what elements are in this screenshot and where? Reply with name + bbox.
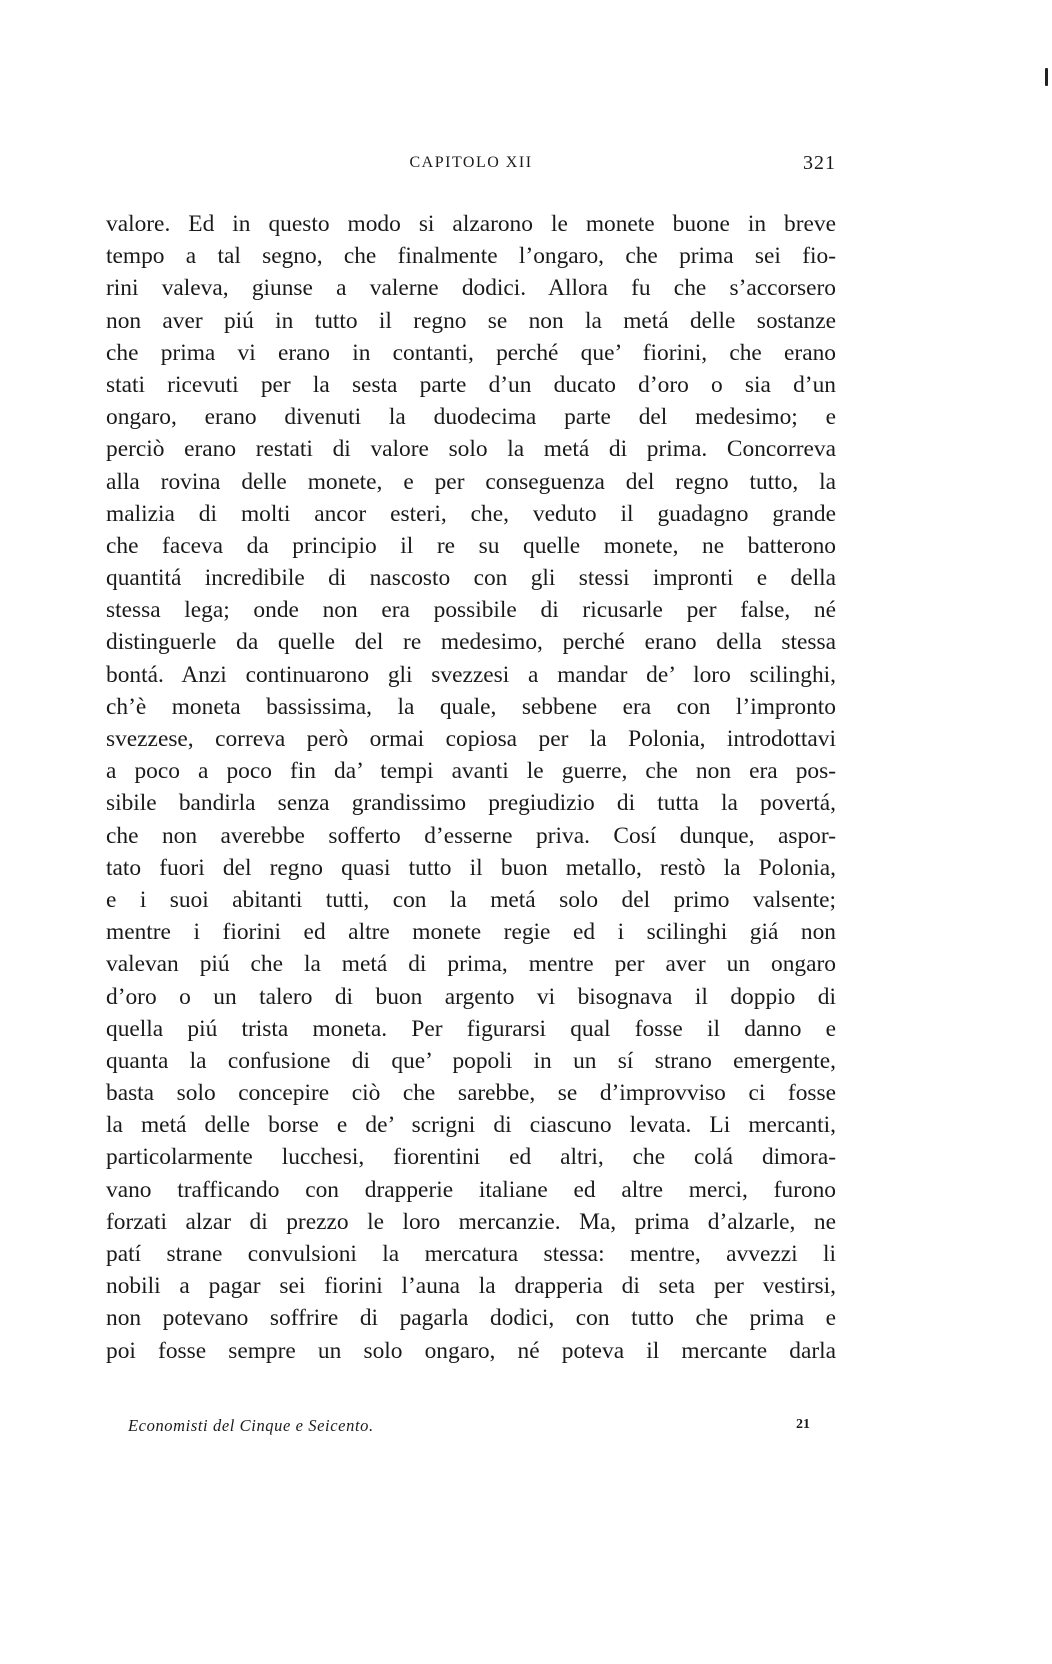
text-line: distinguerle da quelle del re medesimo, perché erano della stessa (106, 629, 836, 656)
text-line: ongaro, erano divenuti la duodecima parte del medesimo; e (106, 404, 836, 431)
text-line: ch’è moneta bassissima, la quale, sebbene era con l’impronto (106, 693, 836, 720)
text-line: stessa lega; onde non era possibile di ricusarle per false, né (106, 597, 836, 624)
text-line: malizia di molti ancor esteri, che, veduto il guadagno grande (106, 500, 836, 527)
series-title: Economisti del Cinque e Seicento. (128, 1416, 374, 1435)
text-line: patí strane convulsioni la mercatura stessa: mentre, avvezzi li (106, 1241, 836, 1267)
text-line: non potevano soffrire di pagarla dodici, con tutto che prima e (106, 1305, 836, 1332)
text-line: tempo a tal segno, che finalmente l’ongaro, che prima sei fio- (106, 243, 836, 270)
text-line: non aver piú in tutto il regno se non la metá delle sostanze (106, 307, 836, 334)
text-line: alla rovina delle monete, e per conseguenza del regno tutto, la (106, 468, 836, 495)
text-line: a poco a poco fin da’ tempi avanti le guerre, che non era pos- (106, 758, 836, 785)
text-line: bontá. Anzi continuarono gli svezzesi a mandar de’ loro scilinghi, (106, 661, 836, 688)
text-line: svezzese, correva però ormai copiosa per la Polonia, introdottavi (106, 726, 836, 752)
running-title: CAPITOLO XII (409, 154, 533, 171)
text-line: la metá delle borse e de’ scrigni di ciascuno levata. Li mercanti, (106, 1112, 836, 1139)
text-line: basta solo concepire ciò che sarebbe, se d’improvviso ci fosse (106, 1080, 836, 1107)
text-line: tato fuori del regno quasi tutto il buon metallo, restò la Polonia, (106, 854, 836, 881)
text-line: stati ricevuti per la sesta parte d’un ducato d’oro o sia d’un (106, 371, 836, 398)
page-footer (106, 1416, 836, 1440)
text-line: che faceva da principio il re su quelle monete, ne batterono (106, 532, 836, 559)
text-line: quella piú trista moneta. Per figurarsi qual fosse il danno e (106, 1015, 836, 1042)
text-line: d’oro o un talero di buon argento vi bisognava il doppio di (106, 983, 836, 1010)
text-line: che prima vi erano in contanti, perché que’ fiorini, che erano (106, 339, 836, 366)
text-line: rini valeva, giunse a valerne dodici. Allora fu che s’accorsero (106, 275, 836, 302)
text-line: nobili a pagar sei fiorini l’auna la drapperia di seta per vestirsi, (106, 1273, 836, 1300)
text-line: vano trafficando con drapperie italiane ed altre merci, furono (106, 1176, 836, 1203)
page-number: 321 (803, 152, 836, 174)
text-line: valore. Ed in questo modo si alzarono le monete buone in breve (106, 211, 836, 237)
text-line: poi fosse sempre un solo ongaro, né poteva il mercante darla (106, 1337, 836, 1364)
printer-signature: 21 (796, 1417, 810, 1432)
text-line: che non averebbe sofferto d’esserne priva. Cosí dunque, aspor- (106, 822, 836, 849)
text-line: e i suoi abitanti tutti, con la metá solo del primo valsente; (106, 886, 836, 913)
text-line: quantitá incredibile di nascosto con gli stessi impronti e della (106, 565, 836, 592)
text-line: particolarmente lucchesi, fiorentini ed altri, che colá dimora- (106, 1144, 836, 1171)
text-line: mentre i fiorini ed altre monete regie ed i scilinghi giá non (106, 919, 836, 946)
margin-mark (1045, 68, 1048, 86)
body-text (106, 208, 836, 1367)
text-line: sibile bandirla senza grandissimo pregiudizio di tutta la povertá, (106, 790, 836, 817)
text-line: valevan piú che la metá di prima, mentre per aver un ongaro (106, 951, 836, 978)
text-line: perciò erano restati di valore solo la metá di prima. Concorreva (106, 436, 836, 463)
text-line: quanta la confusione di que’ popoli in un sí strano emergente, (106, 1047, 836, 1074)
text-line: forzati alzar di prezzo le loro mercanzie. Ma, prima d’alzarle, ne (106, 1208, 836, 1235)
page-header (106, 152, 836, 176)
